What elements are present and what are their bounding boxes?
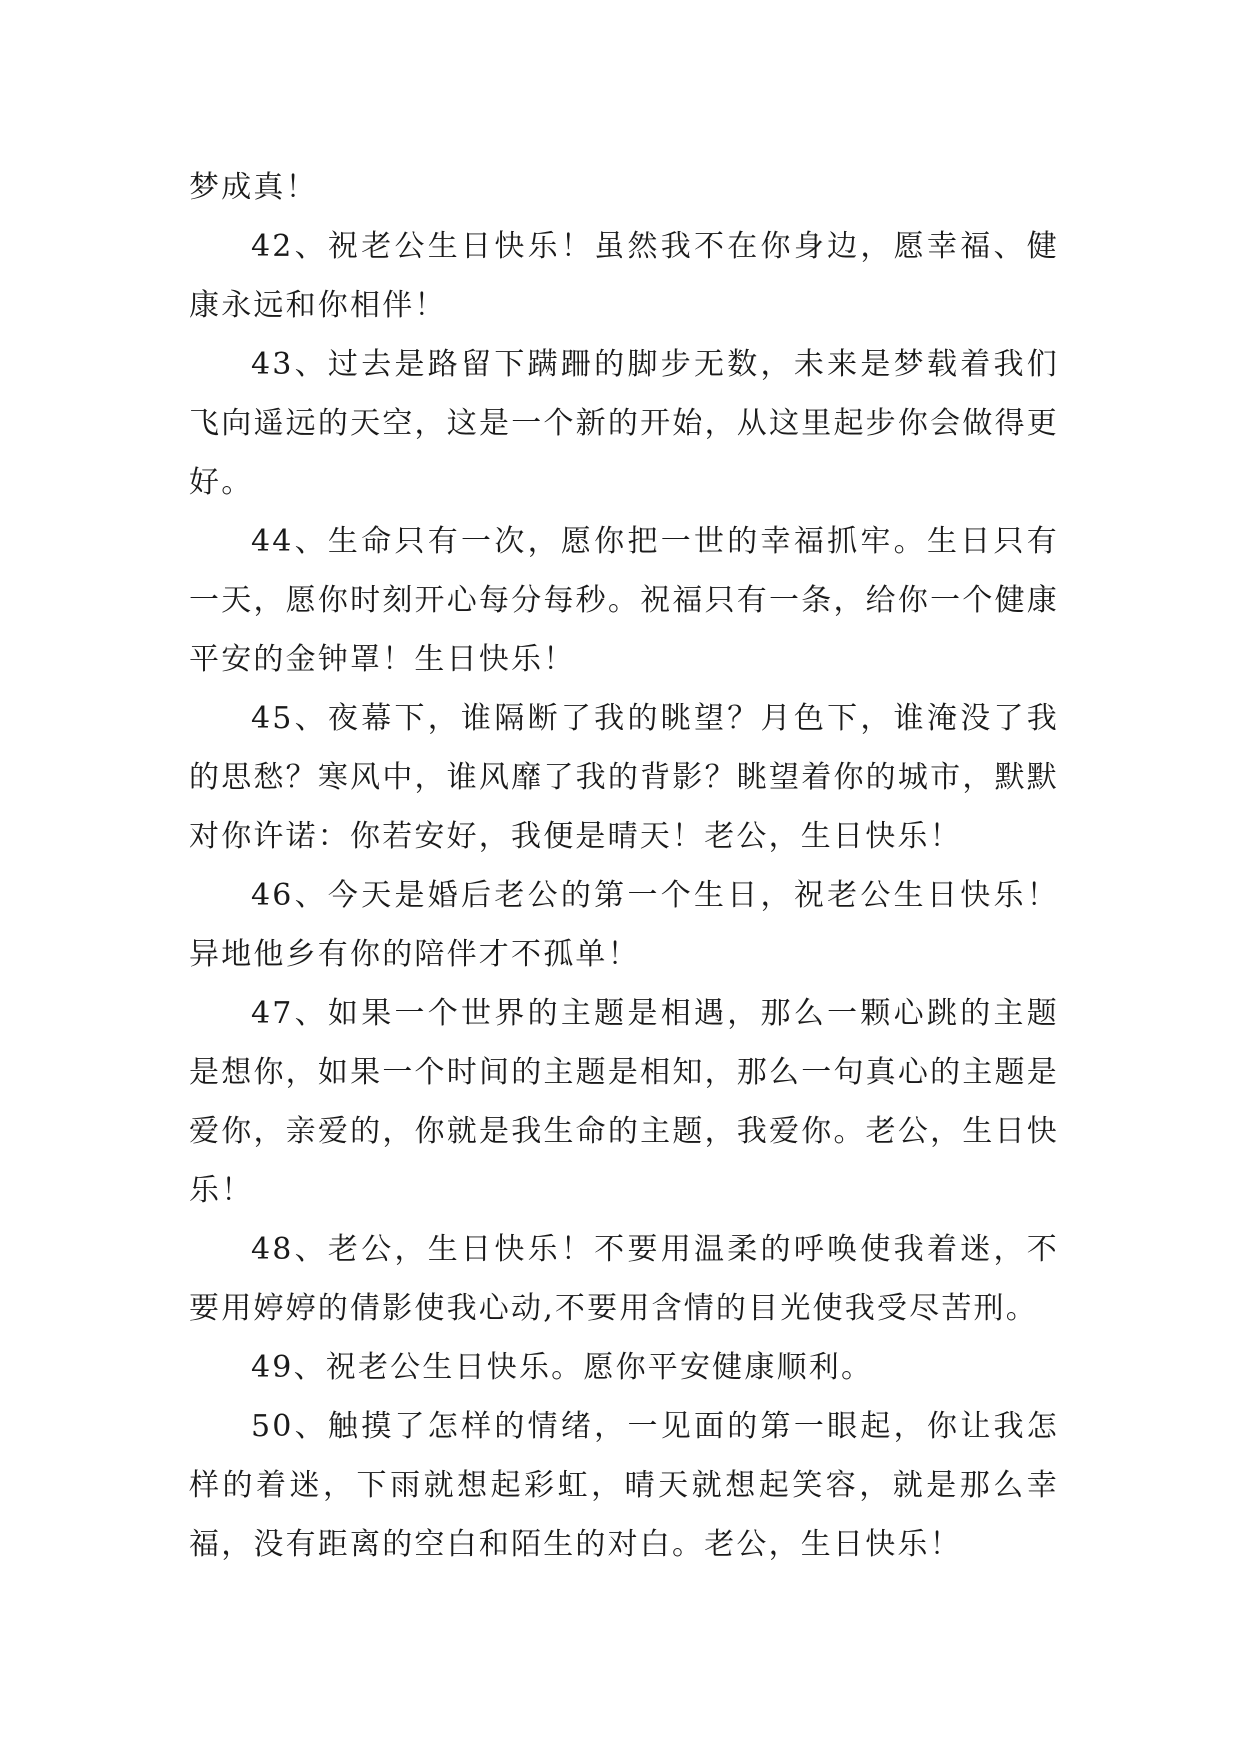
paragraph-50: 50、触摸了怎样的情绪，一见面的第一眼起，你让我怎样的着迷，下雨就想起彩虹，晴天就想起笑容，就是那么幸福，没有距离的空白和陌生的对白。老公，生日快乐！: [189, 1409, 1059, 1562]
paragraph-45: 45、夜幕下，谁隔断了我的眺望？月色下，谁淹没了我的思愁？寒风中，谁风靡了我的背影？眺望着你的城市，默默对你许诺：你若安好，我便是晴天！老公，生日快乐！: [189, 701, 1059, 854]
paragraph-44: 44、生命只有一次，愿你把一世的幸福抓牢。生日只有一天，愿你时刻开心每分每秒。祝福只有一条，给你一个健康平安的金钟罩！生日快乐！: [189, 524, 1059, 677]
document-body: [189, 158, 1059, 1574]
paragraph-48: 48、老公，生日快乐！不要用温柔的呼唤使我着迷，不要用婷婷的倩影使我心动,不要用含情的目光使我受尽苦刑。: [189, 1232, 1059, 1326]
paragraph-43: 43、过去是路留下蹒跚的脚步无数，未来是梦载着我们飞向遥远的天空，这是一个新的开始，从这里起步你会做得更好。: [189, 347, 1059, 500]
paragraph-47: 47、如果一个世界的主题是相遇，那么一颗心跳的主题是想你，如果一个时间的主题是相知，那么一句真心的主题是爱你，亲爱的，你就是我生命的主题，我爱你。老公，生日快乐！: [189, 996, 1059, 1208]
paragraph-49: 49、祝老公生日快乐。愿你平安健康顺利。: [251, 1350, 874, 1385]
paragraph-41-continuation: 梦成真！: [189, 170, 318, 205]
paragraph-42: 42、祝老公生日快乐！虽然我不在你身边，愿幸福、健康永远和你相伴！: [189, 229, 1059, 323]
paragraph-46: 46、今天是婚后老公的第一个生日，祝老公生日快乐！异地他乡有你的陪伴才不孤单！: [189, 878, 1059, 972]
